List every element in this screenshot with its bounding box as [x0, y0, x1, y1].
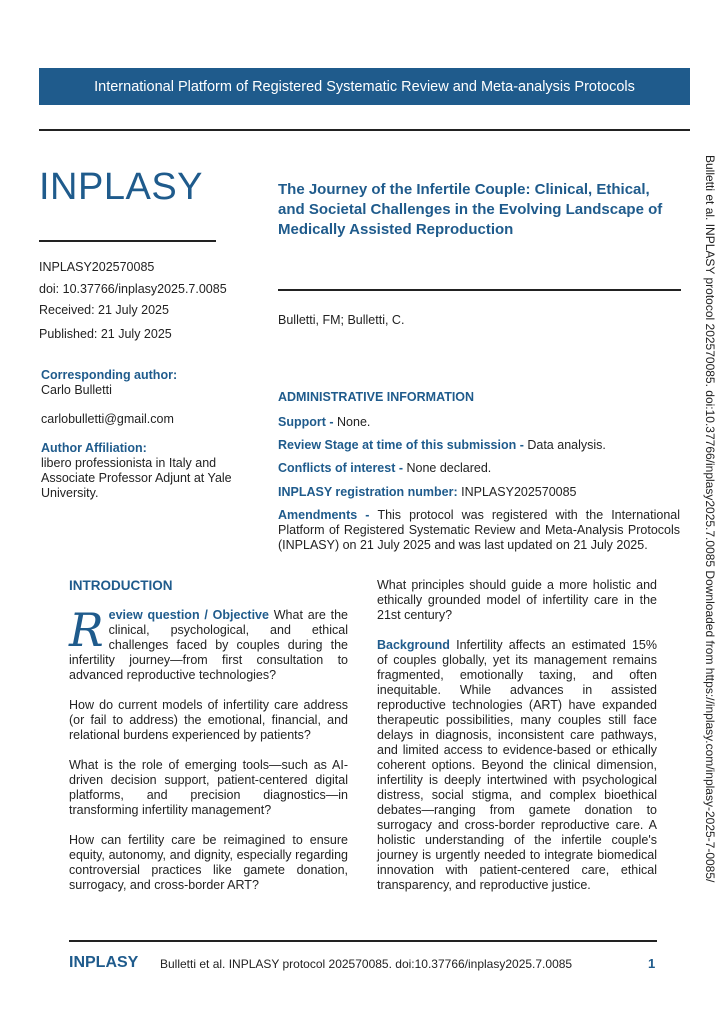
corresponding-author-email: carlobulletti@gmail.com: [41, 412, 174, 426]
drop-cap: R: [69, 603, 104, 657]
review-stage-value: Data analysis.: [527, 438, 606, 452]
footer-brand: INPLASY: [69, 954, 139, 971]
corresponding-author-heading: Corresponding author:: [41, 368, 178, 382]
published-date: Published: 21 July 2025: [39, 327, 172, 341]
admin-review-stage: [278, 438, 680, 453]
amendments-value: This protocol was registered with the International Platform of Registered Systematic Review and Meta-Analysis Protocols (INPLASY) on 21 July 2025 and was last updated on 21 July 2025.: [278, 508, 680, 552]
brand-rule: [39, 240, 216, 242]
side-citation-text: Bulletti et al. INPLASY protocol 202570085. doi:10.37766/inplasy2025.7.0085 Downloaded from https://inplasy.com/inplasy-2025-7-0085/: [703, 155, 717, 883]
introduction-heading: INTRODUCTION: [69, 578, 173, 593]
received-date: Received: 21 July 2025: [39, 303, 169, 317]
review-question-paragraph: [69, 603, 348, 683]
intro-paragraph: What principles should guide a more holistic and ethically grounded model of infertility care in the 21st century?: [377, 578, 657, 622]
brand-logo: INPLASY: [39, 166, 204, 208]
protocol-id: INPLASY202570085: [39, 260, 155, 274]
admin-registration: [278, 485, 680, 500]
background-lead: Background: [377, 638, 450, 652]
review-question-lead: eview question / Objective: [108, 608, 269, 622]
intro-paragraph: How do current models of infertility care address (or fail to address) the emotional, financial, and relational burdens experienced by patients?: [69, 698, 348, 742]
registration-value: INPLASY202570085: [461, 485, 577, 499]
page-number: 1: [648, 956, 656, 971]
registration-label: INPLASY registration number:: [278, 485, 462, 499]
top-rule: [39, 129, 690, 131]
doi: doi: 10.37766/inplasy2025.7.0085: [39, 282, 227, 296]
affiliation-line: University.: [41, 486, 99, 500]
authors: Bulletti, FM; Bulletti, C.: [278, 313, 405, 327]
admin-conflicts: [278, 461, 680, 476]
banner-text: International Platform of Registered Systematic Review and Meta-analysis Protocols: [94, 78, 635, 95]
admin-support: [278, 415, 680, 430]
intro-right-column: [377, 578, 657, 908]
intro-paragraph: What is the role of emerging tools—such as AI-driven decision support, patient-centered digital platforms, and precision diagnostics—in transforming infertility management?: [69, 758, 348, 817]
review-question-text: What are the clinical, psychological, and ethical challenges faced by couples during the infertility journey—from first consultation to advanced reproductive technologies?: [69, 608, 348, 682]
affiliation-line: libero professionista in Italy and: [41, 456, 217, 470]
admin-amendments: [278, 508, 680, 553]
intro-paragraph: How can fertility care be reimagined to ensure equity, autonomy, and dignity, especially regarding controversial practices like gamete donation, surrogacy, and cross-border ART?: [69, 833, 348, 892]
conflicts-label: Conflicts of interest -: [278, 461, 407, 475]
review-stage-label: Review Stage at time of this submission -: [278, 438, 528, 452]
affiliation-heading: Author Affiliation:: [41, 441, 147, 455]
title-rule: [278, 289, 681, 291]
header-banner: [39, 68, 690, 105]
admin-heading: ADMINISTRATIVE INFORMATION: [278, 390, 475, 404]
background-paragraph: [377, 638, 657, 893]
footer-rule: [69, 940, 657, 942]
paper-title: The Journey of the Infertile Couple: Clinical, Ethical, and Societal Challenges in the Evolving Landscape of Medically Assisted Reproduction: [278, 181, 663, 238]
footer-citation: Bulletti et al. INPLASY protocol 202570085. doi:10.37766/inplasy2025.7.0085: [160, 957, 573, 971]
conflicts-value: None declared.: [406, 461, 492, 475]
corresponding-author-name: Carlo Bulletti: [41, 383, 112, 397]
intro-left-column: [69, 603, 348, 908]
support-value: None.: [337, 415, 371, 429]
side-citation: [698, 155, 720, 895]
support-label: Support -: [278, 415, 338, 429]
amendments-label: Amendments -: [278, 508, 378, 522]
background-text: Infertility affects an estimated 15% of couples globally, yet its management remains fragmented, emotionally taxing, and often inequitable. While advances in assisted reproductive technologies (ART) have expanded therapeutic possibilities, many couples still face delays in diagnosis, inconsistent care pathways, and limited access to evidence-based or ethically coherent options. Beyond the clinical dimension, infertility is deeply intertwined with psychological distress, social stigma, and complex bioethical debates—ranging from gamete donation to surrogacy and cross-border reproductive care. A holistic understanding of the infertile couple's journey is urgently needed to integrate biomedical innovation with patient-centered care, ethical transparency, and reproductive justice.: [377, 638, 657, 892]
affiliation-line: Associate Professor Adjunt at Yale: [41, 471, 232, 485]
